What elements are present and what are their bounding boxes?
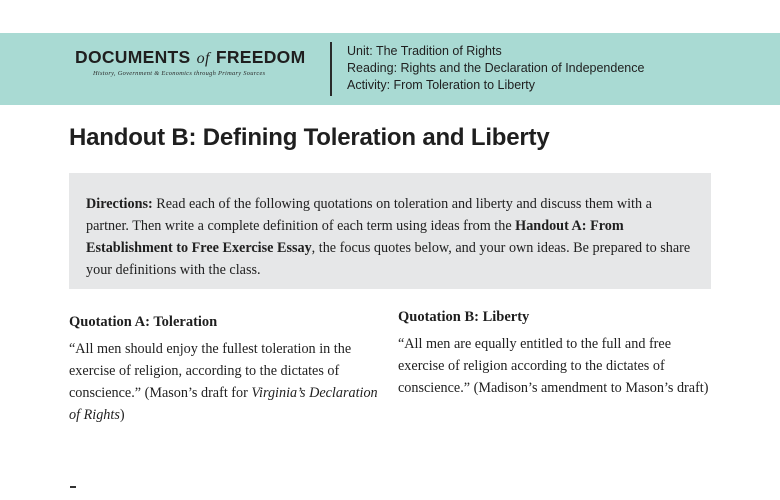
page-title: Handout B: Defining Toleration and Liberty: [69, 124, 550, 151]
quotation-a-end: ): [119, 407, 125, 423]
quotation-b-text: “All men are equally entitled to the full and free exercise of religion according to the dictates of conscience.” (Madison’s amendment to Mason’s draft): [398, 336, 709, 396]
header-banner: [0, 33, 780, 105]
quotation-a-body: “All men should enjoy the fullest toleration in the exercise of religion, according to the dictates of conscience.” (Mason’s draft for: [69, 341, 352, 401]
handout-reference: Handout A: From Establishment to Free Exercise Essay: [86, 218, 624, 256]
logo-tagline: History, Government & Economics through Primary Sources: [93, 70, 266, 77]
unit-info: [347, 43, 644, 94]
documents-of-freedom-logo: [75, 47, 305, 77]
directions-label: Directions:: [86, 196, 153, 212]
logo-wordmark: [75, 47, 305, 68]
logo-word-freedom: FREEDOM: [215, 47, 306, 67]
quotation-a-source-title: Virginia’s Declaration of Rights: [69, 385, 378, 423]
quotation-a: [69, 311, 389, 426]
quotation-a-heading: Quotation A: Toleration: [69, 314, 218, 330]
answer-line-start: [70, 486, 76, 488]
directions-text-1: Read each of the following quotations on toleration and liberty and discuss them with a partner. Then write a complete definition of each term using ideas from the: [86, 196, 652, 234]
header-divider: [330, 42, 332, 96]
logo-word-of: of: [196, 50, 210, 67]
logo-word-documents: DOCUMENTS: [75, 47, 191, 67]
directions-box: [69, 173, 711, 289]
quotation-a-text: [69, 338, 389, 426]
activity-label: Activity: From Toleration to Liberty: [347, 78, 536, 92]
reading-label: Reading: Rights and the Declaration of Independence: [347, 61, 645, 75]
directions-text-2: , the focus quotes below, and your own ideas. Be prepared to share your definitions with the class.: [86, 240, 691, 278]
quotation-b-heading: Quotation B: Liberty: [398, 309, 530, 325]
unit-label: Unit: The Tradition of Rights: [347, 44, 502, 58]
quotation-b: [398, 306, 718, 399]
